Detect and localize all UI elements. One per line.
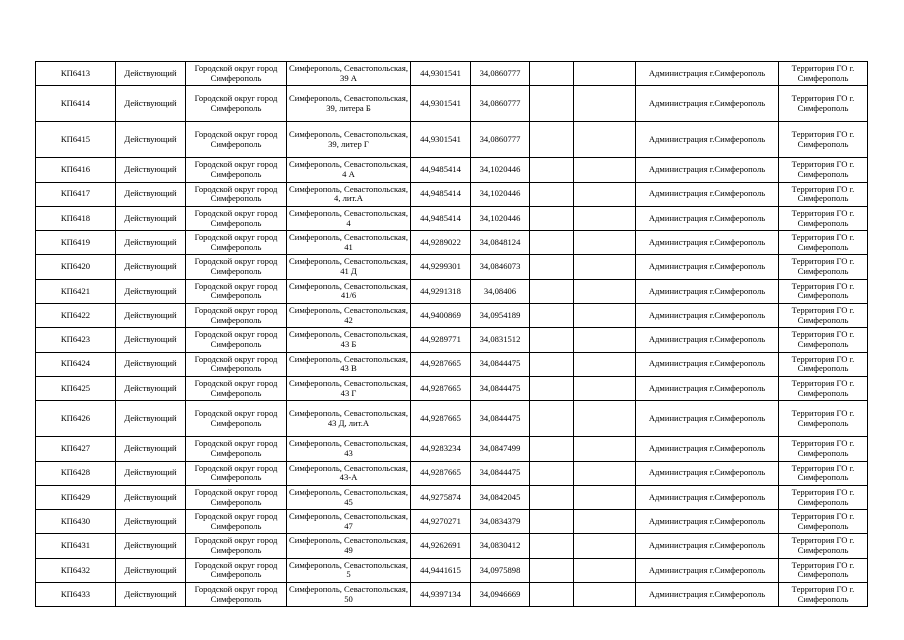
cell-status: Действующий	[116, 376, 186, 400]
cell-longitude: 34,0860777	[471, 86, 530, 122]
cell-empty-8	[574, 352, 636, 376]
cell-status: Действующий	[116, 206, 186, 230]
cell-address: Симферополь, Севастопольская, 4, лит.А	[287, 182, 411, 206]
cell-status: Действующий	[116, 401, 186, 437]
cell-address: Симферополь, Севастопольская, 50	[287, 583, 411, 607]
cell-district: Городской округ город Симферополь	[186, 304, 287, 328]
table-row	[36, 352, 868, 376]
cell-longitude: 34,0842045	[471, 485, 530, 509]
cell-district: Городской округ город Симферополь	[186, 401, 287, 437]
cell-empty-7	[530, 583, 574, 607]
cell-status: Действующий	[116, 328, 186, 352]
cell-address: Симферополь, Севастопольская, 43-А	[287, 461, 411, 485]
cell-empty-7	[530, 437, 574, 461]
cell-latitude: 44,9441615	[411, 558, 471, 582]
cell-district: Городской округ город Симферополь	[186, 510, 287, 534]
table-row	[36, 122, 868, 158]
cell-code: КП6427	[36, 437, 116, 461]
cell-territory: Территория ГО г. Симферополь	[779, 352, 868, 376]
cell-longitude: 34,08406	[471, 279, 530, 303]
cell-territory: Территория ГО г. Симферополь	[779, 279, 868, 303]
cell-status: Действующий	[116, 62, 186, 86]
cell-organization: Администрация г.Симферополь	[636, 437, 779, 461]
cell-empty-7	[530, 485, 574, 509]
cell-latitude: 44,9289771	[411, 328, 471, 352]
cell-district: Городской округ город Симферополь	[186, 558, 287, 582]
cell-empty-7	[530, 122, 574, 158]
cell-empty-8	[574, 206, 636, 230]
cell-empty-7	[530, 534, 574, 558]
cell-status: Действующий	[116, 182, 186, 206]
registry-table	[35, 61, 868, 607]
cell-longitude: 34,0830412	[471, 534, 530, 558]
cell-status: Действующий	[116, 255, 186, 279]
cell-district: Городской округ город Симферополь	[186, 437, 287, 461]
cell-territory: Территория ГО г. Симферополь	[779, 558, 868, 582]
cell-empty-8	[574, 558, 636, 582]
cell-empty-8	[574, 485, 636, 509]
cell-empty-7	[530, 86, 574, 122]
cell-status: Действующий	[116, 86, 186, 122]
cell-address: Симферополь, Севастопольская, 4	[287, 206, 411, 230]
cell-district: Городской округ город Симферополь	[186, 534, 287, 558]
cell-district: Городской округ город Симферополь	[186, 485, 287, 509]
cell-code: КП6430	[36, 510, 116, 534]
cell-latitude: 44,9485414	[411, 206, 471, 230]
cell-longitude: 34,0860777	[471, 62, 530, 86]
cell-status: Действующий	[116, 485, 186, 509]
cell-organization: Администрация г.Симферополь	[636, 485, 779, 509]
cell-code: КП6433	[36, 583, 116, 607]
cell-empty-7	[530, 206, 574, 230]
cell-territory: Территория ГО г. Симферополь	[779, 86, 868, 122]
cell-organization: Администрация г.Симферополь	[636, 255, 779, 279]
cell-organization: Администрация г.Симферополь	[636, 182, 779, 206]
cell-longitude: 34,0844475	[471, 401, 530, 437]
cell-empty-7	[530, 182, 574, 206]
cell-district: Городской округ город Симферополь	[186, 182, 287, 206]
cell-address: Симферополь, Севастопольская, 39, литера Б	[287, 86, 411, 122]
cell-empty-8	[574, 437, 636, 461]
cell-organization: Администрация г.Симферополь	[636, 62, 779, 86]
cell-territory: Территория ГО г. Симферополь	[779, 401, 868, 437]
table-row	[36, 583, 868, 607]
cell-latitude: 44,9270271	[411, 510, 471, 534]
cell-empty-8	[574, 583, 636, 607]
table-row	[36, 62, 868, 86]
cell-address: Симферополь, Севастопольская, 41/6	[287, 279, 411, 303]
table-row	[36, 328, 868, 352]
cell-latitude: 44,9287665	[411, 401, 471, 437]
cell-empty-7	[530, 376, 574, 400]
cell-address: Симферополь, Севастопольская, 45	[287, 485, 411, 509]
cell-address: Симферополь, Севастопольская, 39 А	[287, 62, 411, 86]
cell-code: КП6423	[36, 328, 116, 352]
cell-code: КП6422	[36, 304, 116, 328]
cell-latitude: 44,9287665	[411, 461, 471, 485]
cell-empty-7	[530, 352, 574, 376]
cell-organization: Администрация г.Симферополь	[636, 461, 779, 485]
cell-longitude: 34,0844475	[471, 352, 530, 376]
cell-address: Симферополь, Севастопольская, 42	[287, 304, 411, 328]
cell-address: Симферополь, Севастопольская, 41 Д	[287, 255, 411, 279]
cell-territory: Территория ГО г. Симферополь	[779, 206, 868, 230]
cell-address: Симферополь, Севастопольская, 47	[287, 510, 411, 534]
cell-empty-7	[530, 558, 574, 582]
cell-empty-7	[530, 158, 574, 182]
cell-status: Действующий	[116, 461, 186, 485]
cell-organization: Администрация г.Симферополь	[636, 558, 779, 582]
cell-latitude: 44,9485414	[411, 182, 471, 206]
cell-territory: Территория ГО г. Симферополь	[779, 534, 868, 558]
cell-latitude: 44,9400869	[411, 304, 471, 328]
cell-territory: Территория ГО г. Симферополь	[779, 583, 868, 607]
cell-code: КП6424	[36, 352, 116, 376]
cell-territory: Территория ГО г. Симферополь	[779, 328, 868, 352]
cell-latitude: 44,9262691	[411, 534, 471, 558]
cell-latitude: 44,9301541	[411, 122, 471, 158]
table-row	[36, 279, 868, 303]
cell-address: Симферополь, Севастопольская, 41	[287, 231, 411, 255]
cell-latitude: 44,9275874	[411, 485, 471, 509]
cell-district: Городской округ город Симферополь	[186, 255, 287, 279]
cell-territory: Территория ГО г. Симферополь	[779, 304, 868, 328]
cell-latitude: 44,9301541	[411, 86, 471, 122]
cell-district: Городской округ город Симферополь	[186, 279, 287, 303]
cell-latitude: 44,9287665	[411, 376, 471, 400]
cell-latitude: 44,9485414	[411, 158, 471, 182]
cell-latitude: 44,9397134	[411, 583, 471, 607]
cell-longitude: 34,0844475	[471, 376, 530, 400]
cell-territory: Территория ГО г. Симферополь	[779, 122, 868, 158]
cell-territory: Территория ГО г. Симферополь	[779, 485, 868, 509]
cell-district: Городской округ город Симферополь	[186, 122, 287, 158]
cell-longitude: 34,0834379	[471, 510, 530, 534]
cell-empty-8	[574, 158, 636, 182]
cell-organization: Администрация г.Симферополь	[636, 158, 779, 182]
cell-empty-7	[530, 401, 574, 437]
cell-code: КП6414	[36, 86, 116, 122]
cell-latitude: 44,9283234	[411, 437, 471, 461]
cell-code: КП6415	[36, 122, 116, 158]
cell-district: Городской округ город Симферополь	[186, 376, 287, 400]
table-row	[36, 510, 868, 534]
cell-code: КП6417	[36, 182, 116, 206]
cell-empty-7	[530, 328, 574, 352]
cell-district: Городской округ город Симферополь	[186, 352, 287, 376]
cell-code: КП6418	[36, 206, 116, 230]
cell-territory: Территория ГО г. Симферополь	[779, 62, 868, 86]
table-row	[36, 206, 868, 230]
cell-longitude: 34,0844475	[471, 461, 530, 485]
table-row	[36, 182, 868, 206]
cell-organization: Администрация г.Симферополь	[636, 583, 779, 607]
cell-latitude: 44,9291318	[411, 279, 471, 303]
cell-empty-8	[574, 461, 636, 485]
cell-district: Городской округ город Симферополь	[186, 206, 287, 230]
cell-address: Симферополь, Севастопольская, 4 А	[287, 158, 411, 182]
cell-empty-8	[574, 231, 636, 255]
cell-empty-7	[530, 62, 574, 86]
cell-organization: Администрация г.Симферополь	[636, 279, 779, 303]
cell-empty-8	[574, 304, 636, 328]
cell-longitude: 34,0946669	[471, 583, 530, 607]
cell-district: Городской округ город Симферополь	[186, 158, 287, 182]
cell-empty-8	[574, 86, 636, 122]
cell-longitude: 34,0831512	[471, 328, 530, 352]
cell-organization: Администрация г.Симферополь	[636, 510, 779, 534]
cell-code: КП6419	[36, 231, 116, 255]
cell-address: Симферополь, Севастопольская, 43 В	[287, 352, 411, 376]
cell-status: Действующий	[116, 279, 186, 303]
cell-empty-8	[574, 328, 636, 352]
cell-district: Городской округ город Симферополь	[186, 461, 287, 485]
cell-longitude: 34,0846073	[471, 255, 530, 279]
cell-longitude: 34,0860777	[471, 122, 530, 158]
cell-code: КП6425	[36, 376, 116, 400]
cell-status: Действующий	[116, 437, 186, 461]
cell-organization: Администрация г.Симферополь	[636, 206, 779, 230]
cell-empty-8	[574, 62, 636, 86]
cell-organization: Администрация г.Симферополь	[636, 328, 779, 352]
cell-empty-7	[530, 255, 574, 279]
cell-territory: Территория ГО г. Симферополь	[779, 376, 868, 400]
cell-empty-8	[574, 534, 636, 558]
cell-empty-8	[574, 401, 636, 437]
cell-district: Городской округ город Симферополь	[186, 86, 287, 122]
cell-empty-7	[530, 279, 574, 303]
cell-empty-8	[574, 182, 636, 206]
cell-status: Действующий	[116, 558, 186, 582]
cell-code: КП6420	[36, 255, 116, 279]
table-row	[36, 437, 868, 461]
cell-empty-8	[574, 376, 636, 400]
cell-code: КП6421	[36, 279, 116, 303]
cell-longitude: 34,0975898	[471, 558, 530, 582]
cell-district: Городской округ город Симферополь	[186, 231, 287, 255]
cell-district: Городской округ город Симферополь	[186, 583, 287, 607]
cell-status: Действующий	[116, 583, 186, 607]
registry-table-body	[36, 62, 868, 607]
cell-latitude: 44,9287665	[411, 352, 471, 376]
cell-empty-7	[530, 510, 574, 534]
cell-organization: Администрация г.Симферополь	[636, 534, 779, 558]
cell-address: Симферополь, Севастопольская, 43 Г	[287, 376, 411, 400]
table-row	[36, 534, 868, 558]
cell-address: Симферополь, Севастопольская, 43 Б	[287, 328, 411, 352]
table-row	[36, 231, 868, 255]
cell-longitude: 34,1020446	[471, 158, 530, 182]
cell-district: Городской округ город Симферополь	[186, 328, 287, 352]
table-row	[36, 485, 868, 509]
cell-empty-8	[574, 255, 636, 279]
table-row	[36, 255, 868, 279]
table-row	[36, 376, 868, 400]
cell-empty-7	[530, 231, 574, 255]
cell-code: КП6431	[36, 534, 116, 558]
table-row	[36, 401, 868, 437]
cell-status: Действующий	[116, 510, 186, 534]
cell-organization: Администрация г.Симферополь	[636, 304, 779, 328]
cell-empty-7	[530, 304, 574, 328]
cell-territory: Территория ГО г. Симферополь	[779, 255, 868, 279]
cell-status: Действующий	[116, 534, 186, 558]
cell-territory: Территория ГО г. Симферополь	[779, 231, 868, 255]
cell-status: Действующий	[116, 122, 186, 158]
cell-empty-7	[530, 461, 574, 485]
cell-organization: Администрация г.Симферополь	[636, 86, 779, 122]
cell-empty-8	[574, 122, 636, 158]
cell-territory: Территория ГО г. Симферополь	[779, 510, 868, 534]
cell-territory: Территория ГО г. Симферополь	[779, 461, 868, 485]
table-row	[36, 461, 868, 485]
cell-status: Действующий	[116, 158, 186, 182]
cell-address: Симферополь, Севастопольская, 39, литер Г	[287, 122, 411, 158]
cell-organization: Администрация г.Симферополь	[636, 122, 779, 158]
cell-organization: Администрация г.Симферополь	[636, 401, 779, 437]
table-row	[36, 304, 868, 328]
cell-latitude: 44,9289022	[411, 231, 471, 255]
cell-status: Действующий	[116, 231, 186, 255]
table-row	[36, 158, 868, 182]
cell-code: КП6413	[36, 62, 116, 86]
cell-latitude: 44,9299301	[411, 255, 471, 279]
cell-status: Действующий	[116, 304, 186, 328]
cell-district: Городской округ город Симферополь	[186, 62, 287, 86]
cell-latitude: 44,9301541	[411, 62, 471, 86]
cell-address: Симферополь, Севастопольская, 43	[287, 437, 411, 461]
cell-code: КП6416	[36, 158, 116, 182]
cell-organization: Администрация г.Симферополь	[636, 352, 779, 376]
table-row	[36, 558, 868, 582]
cell-empty-8	[574, 510, 636, 534]
cell-territory: Территория ГО г. Симферополь	[779, 158, 868, 182]
cell-longitude: 34,0848124	[471, 231, 530, 255]
cell-empty-8	[574, 279, 636, 303]
cell-code: КП6432	[36, 558, 116, 582]
cell-longitude: 34,1020446	[471, 182, 530, 206]
cell-status: Действующий	[116, 352, 186, 376]
cell-longitude: 34,0847499	[471, 437, 530, 461]
cell-territory: Территория ГО г. Симферополь	[779, 182, 868, 206]
table-row	[36, 86, 868, 122]
cell-territory: Территория ГО г. Симферополь	[779, 437, 868, 461]
cell-code: КП6426	[36, 401, 116, 437]
cell-code: КП6428	[36, 461, 116, 485]
cell-address: Симферополь, Севастопольская, 43 Д, лит.А	[287, 401, 411, 437]
cell-code: КП6429	[36, 485, 116, 509]
cell-organization: Администрация г.Симферополь	[636, 376, 779, 400]
cell-address: Симферополь, Севастопольская, 5	[287, 558, 411, 582]
cell-address: Симферополь, Севастопольская, 49	[287, 534, 411, 558]
cell-organization: Администрация г.Симферополь	[636, 231, 779, 255]
cell-longitude: 34,1020446	[471, 206, 530, 230]
cell-longitude: 34,0954189	[471, 304, 530, 328]
